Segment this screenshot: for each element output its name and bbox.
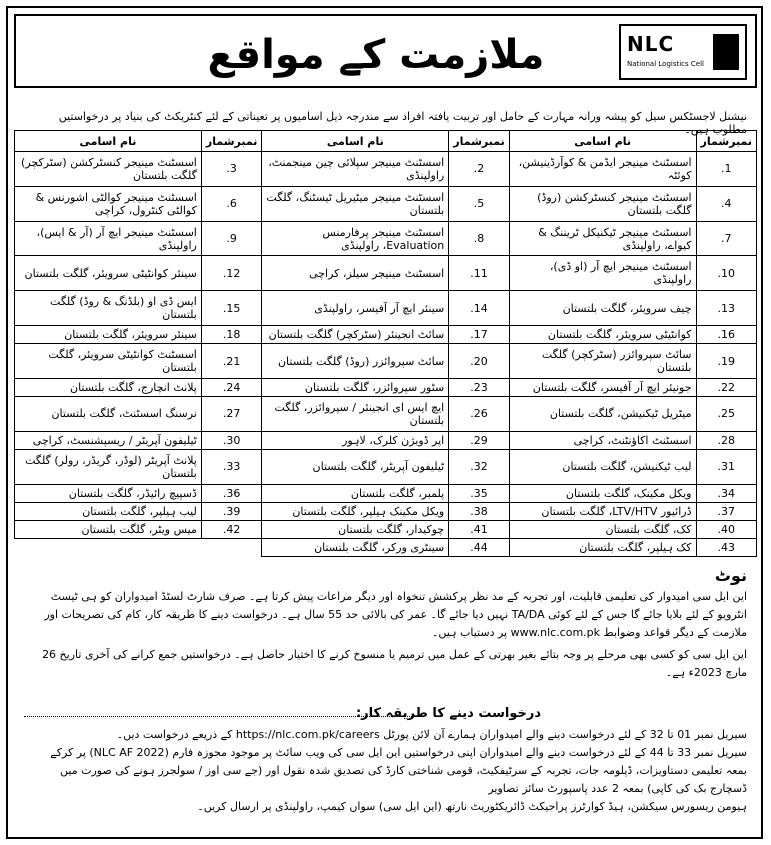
- position-name-cell: ٹیلیفون آپریٹر / ریسپشنسٹ، کراچی: [15, 431, 202, 449]
- serial-number-cell: 26.: [449, 396, 510, 431]
- serial-number-cell: 10.: [696, 256, 757, 291]
- position-name-cell: اسسٹنٹ مینیجر سپلائی چین مینجمنٹ، راولپنڈی: [262, 152, 449, 187]
- serial-number-cell: 30.: [201, 431, 262, 449]
- serial-number-cell: 15.: [201, 291, 262, 326]
- jobs-table: [14, 130, 757, 557]
- serial-number-cell: 37.: [696, 502, 757, 520]
- serial-number-cell: 16.: [696, 326, 757, 344]
- serial-number-cell: 40.: [696, 520, 757, 538]
- serial-number-cell: 23.: [449, 378, 510, 396]
- serial-number-cell: 13.: [696, 291, 757, 326]
- table-row: [15, 396, 757, 431]
- serial-number-cell: 35.: [449, 484, 510, 502]
- position-name-cell: ویکل مکینک ہیلپر، گلگت بلتستان: [262, 502, 449, 520]
- page-title: ملازمت کے مواقع: [207, 32, 545, 78]
- table-row: [15, 378, 757, 396]
- serial-number-cell: 18.: [201, 326, 262, 344]
- serial-number-cell: 28.: [696, 431, 757, 449]
- table-row: [15, 502, 757, 520]
- table-row: [15, 344, 757, 379]
- serial-number-cell: 11.: [449, 256, 510, 291]
- serial-number-cell: 24.: [201, 378, 262, 396]
- serial-number-cell: 2.: [449, 152, 510, 187]
- table-row: [15, 186, 757, 221]
- position-name-cell: پلانٹ آپریٹر (لوڈر، گریڈر، رولر) گلگت بلتستان: [15, 449, 202, 484]
- table-row: [15, 449, 757, 484]
- divider: [24, 716, 424, 717]
- position-name-cell: اسسٹنٹ مینیجر کنسٹرکشن (روڈ) گلگت بلتستان: [509, 186, 696, 221]
- col-pos-3: نام اسامی: [15, 131, 202, 152]
- serial-number-cell: 19.: [696, 344, 757, 379]
- serial-number-cell: 5.: [449, 186, 510, 221]
- position-name-cell: اسسٹنٹ مینیجر کنسٹرکشن (سٹرکچر) گلگت بلتستان: [15, 152, 202, 187]
- position-name-cell: چوکیدار، گلگت بلتستان: [262, 520, 449, 538]
- nlc-logo: [619, 24, 747, 80]
- serial-number-cell: 21.: [201, 344, 262, 379]
- position-name-cell: میس ویٹر، گلگت بلتستان: [15, 520, 202, 538]
- intro-text: نیشنل لاجسٹکس سیل کو پیشہ ورانہ مہارت کے حامل اور تربیت یافتہ افراد سے مندرجہ ذیل اسامیوں پر تعیناتی کے لئے کنٹریکٹ کی بنیاد پر درخواستیں مطلوب ہیں۔: [58, 110, 747, 136]
- position-name-cell: سائٹ انجینئر (سٹرکچر) گلگت بلتستان: [262, 326, 449, 344]
- serial-number-cell: 7.: [696, 221, 757, 256]
- serial-number-cell: 31.: [696, 449, 757, 484]
- serial-number-cell: 33.: [201, 449, 262, 484]
- serial-number-cell: 42.: [201, 520, 262, 538]
- col-pos-2: نام اسامی: [262, 131, 449, 152]
- serial-number-cell: 17.: [449, 326, 510, 344]
- position-name-cell: کک، گلگت بلتستان: [509, 520, 696, 538]
- position-name-cell: سٹور سپروائزر، گلگت بلتستان: [262, 378, 449, 396]
- position-name-cell: سینئر کوانٹیٹی سرویئر، گلگت بلتستان: [15, 256, 202, 291]
- position-name-cell: ٹیلیفون آپریٹر، گلگت بلتستان: [262, 449, 449, 484]
- position-name-cell: ڈسپیچ رائیڈر، گلگت بلتستان: [15, 484, 202, 502]
- position-name-cell: پلمبر، گلگت بلتستان: [262, 484, 449, 502]
- position-name-cell: اسسٹنٹ کوانٹیٹی سرویئر، گلگت بلتستان: [15, 344, 202, 379]
- serial-number-cell: 29.: [449, 431, 510, 449]
- procedure-paragraph-2: سیریل نمبر 33 تا 44 کے لئے درخواست دینے والے امیدواران اپنی درخواستیں این ایل سی کی ویب سائٹ پر موجود مجوزہ فارم (NLC AF 2022) پر کرکے بمعہ تعلیمی دستاویزات، ڈپلومہ جات، تجربہ کے سرٹیفکیٹ، قومی شناختی کارڈ کی تصدیق شدہ نقول اور (جے سی اوز / سولجرز ہونے کی صورت میں ڈسچارج بک کی کاپی) بمعہ 2 عدد پاسپورٹ سائز تصاویر: [50, 746, 747, 795]
- serial-number-cell: 43.: [696, 538, 757, 556]
- position-name-cell: ڈرائیور LTV/HTV، گلگت بلتستان: [509, 502, 696, 520]
- procedure-paragraph-1: سیریل نمبر 01 تا 32 کے لئے درخواست دینے والے امیدواران ہمارے آن لائن پورٹل https://nlc.com.pk/careers کے ذریعے درخواست دیں۔: [116, 728, 747, 741]
- serial-number-cell: 20.: [449, 344, 510, 379]
- serial-number-cell: 8.: [449, 221, 510, 256]
- col-num-2: نمبرشمار: [449, 131, 510, 152]
- serial-number-cell: 1.: [696, 152, 757, 187]
- serial-number-cell: 41.: [449, 520, 510, 538]
- position-name-cell: سائٹ سپروائزر (سٹرکچر) گلگت بلتستان: [509, 344, 696, 379]
- table-row: [15, 221, 757, 256]
- position-name-cell: ایس ڈی او (بلڈنگ & روڈ) گلگت بلتستان: [15, 291, 202, 326]
- serial-number-cell: 44.: [449, 538, 510, 556]
- col-num-3: نمبرشمار: [201, 131, 262, 152]
- table-row: [15, 256, 757, 291]
- serial-number-cell: [201, 538, 262, 556]
- position-name-cell: ایچ ایس ای انجینئر / سپروائزر، گلگت بلتستان: [262, 396, 449, 431]
- serial-number-cell: 22.: [696, 378, 757, 396]
- col-pos-1: نام اسامی: [509, 131, 696, 152]
- position-name-cell: اسسٹنٹ مینیجر میٹیریل ٹیسٹنگ، گلگت بلتستان: [262, 186, 449, 221]
- note-paragraph-2: این ایل سی کو کسی بھی مرحلے پر وجہ بتائے بغیر بھرتی کے عمل میں ترمیم یا منسوخ کرنے کا اختیار حاصل ہے۔ درخواستیں جمع کرانے کی آخری تاریخ 26 مارچ 2023ء ہے۔: [42, 648, 747, 679]
- position-name-cell: لیب ہیلپر، گلگت بلتستان: [15, 502, 202, 520]
- table-row: [15, 520, 757, 538]
- position-name-cell: اسسٹنٹ مینیجر سیلز، کراچی: [262, 256, 449, 291]
- position-name-cell: اپر ڈویژن کلرک، لاہور: [262, 431, 449, 449]
- position-name-cell: اسسٹنٹ مینیجر ٹیکنیکل ٹریننگ & کیواے، راولپنڈی: [509, 221, 696, 256]
- position-name-cell: [15, 538, 202, 556]
- note-heading: نوٹ: [714, 566, 747, 585]
- position-name-cell: لیب ٹیکنیشن، گلگت بلتستان: [509, 449, 696, 484]
- position-name-cell: میٹریل ٹیکنیشن، گلگت بلتستان: [509, 396, 696, 431]
- position-name-cell: چیف سرویئر، گلگت بلتستان: [509, 291, 696, 326]
- procedure-heading: درخواست دینے کا طریقہ کار:: [355, 706, 541, 721]
- position-name-cell: اسسٹنٹ اکاؤنٹنٹ، کراچی: [509, 431, 696, 449]
- serial-number-cell: 36.: [201, 484, 262, 502]
- note-paragraph-1: این ایل سی امیدوار کی تعلیمی قابلیت، اور تجربہ کے مد نظر پرکشش تنخواہ اور دیگر مراعات پیش کرتا ہے۔ صرف شارٹ لسٹڈ امیدواران کو ہی ٹیسٹ انٹرویو کے لئے بلایا جائے گا جس کے لئے کوئی TA/DA نہیں دیا جائے گا۔ عمر کی بالائی حد 55 سال ہے۔ درخواست دینے کا طریقہ کار، کام کی تصریحات اور ملازمت کے دیگر قواعد وضوابط www.nlc.com.pk پر دستیاب ہیں۔: [44, 590, 747, 639]
- logo-text: NLC: [627, 32, 675, 56]
- position-name-cell: پلانٹ انچارج، گلگت بلتستان: [15, 378, 202, 396]
- position-name-cell: نرسنگ اسسٹنٹ، گلگت بلتستان: [15, 396, 202, 431]
- serial-number-cell: 9.: [201, 221, 262, 256]
- position-name-cell: جونیئر ایچ آر آفیسر، گلگت بلتستان: [509, 378, 696, 396]
- position-name-cell: ویکل مکینک، گلگت بلتستان: [509, 484, 696, 502]
- table-row: [15, 291, 757, 326]
- table-row: [15, 326, 757, 344]
- serial-number-cell: 27.: [201, 396, 262, 431]
- serial-number-cell: 4.: [696, 186, 757, 221]
- position-name-cell: اسسٹنٹ مینیجر کوالٹی اشورنس & کوالٹی کنٹرول، کراچی: [15, 186, 202, 221]
- serial-number-cell: 25.: [696, 396, 757, 431]
- logo-subtitle: National Logistics Cell: [627, 60, 704, 68]
- position-name-cell: کک ہیلپر، گلگت بلتستان: [509, 538, 696, 556]
- serial-number-cell: 38.: [449, 502, 510, 520]
- table-row: [15, 431, 757, 449]
- serial-number-cell: 34.: [696, 484, 757, 502]
- position-name-cell: سینئر سرویئر، گلگت بلتستان: [15, 326, 202, 344]
- procedure-paragraph-3: ہیومن ریسورس سیکشن، ہیڈ کوارٹرز پراجیکٹ ڈائریکٹوریٹ نارتھ (این ایل سی) سواں کیمپ، راولپنڈی پر ارسال کریں۔: [197, 800, 747, 813]
- table-row: [15, 152, 757, 187]
- position-name-cell: سینٹری ورکر، گلگت بلتستان: [262, 538, 449, 556]
- position-name-cell: سینئر ایچ آر آفیسر، راولپنڈی: [262, 291, 449, 326]
- position-name-cell: اسسٹنٹ مینیجر ایچ آر (او ڈی)، راولپنڈی: [509, 256, 696, 291]
- serial-number-cell: 12.: [201, 256, 262, 291]
- serial-number-cell: 14.: [449, 291, 510, 326]
- serial-number-cell: 3.: [201, 152, 262, 187]
- position-name-cell: اسسٹنٹ مینیجر ایچ آر (آر & ایس)، راولپنڈی: [15, 221, 202, 256]
- position-name-cell: اسسٹنٹ مینیجر ایڈمن & کوآرڈینیشن، کوئٹہ: [509, 152, 696, 187]
- logo-mark-icon: [713, 34, 739, 70]
- table-row: [15, 538, 757, 556]
- position-name-cell: اسسٹنٹ مینیجر پرفارمنس Evaluation، راولپنڈی: [262, 221, 449, 256]
- position-name-cell: کوانٹیٹی سرویئر، گلگت بلتستان: [509, 326, 696, 344]
- col-num-1: نمبرشمار: [696, 131, 757, 152]
- table-row: [15, 484, 757, 502]
- serial-number-cell: 39.: [201, 502, 262, 520]
- serial-number-cell: 32.: [449, 449, 510, 484]
- serial-number-cell: 6.: [201, 186, 262, 221]
- position-name-cell: سائٹ سپروائزر (روڈ) گلگت بلتستان: [262, 344, 449, 379]
- header: [14, 14, 757, 88]
